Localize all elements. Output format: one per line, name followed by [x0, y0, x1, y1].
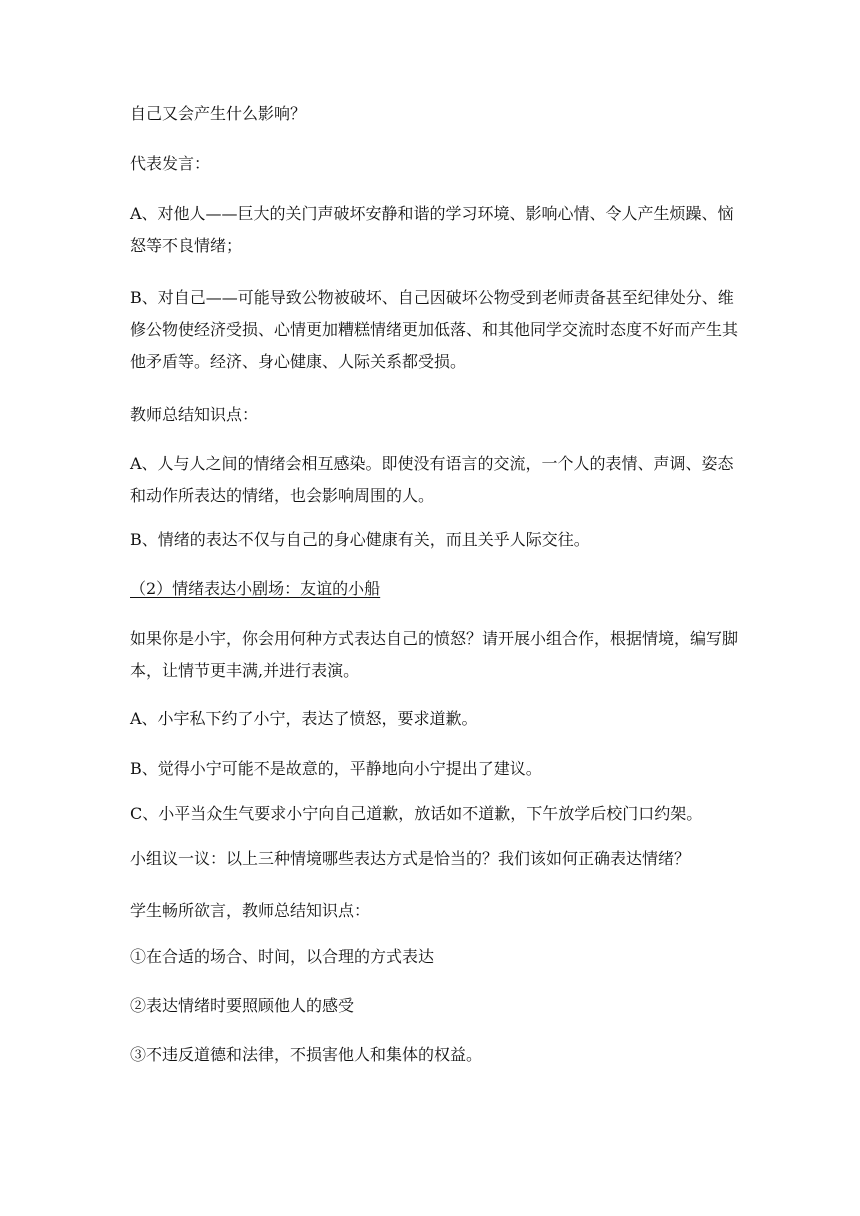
knowledge-point-3: ③不违反道德和法律，不损害他人和集体的权益。: [130, 1045, 483, 1064]
paragraph-impact-on-others: A、对他人——巨大的关门声破坏安静和谐的学习环境、影响心情、令人产生烦躁、恼怒等不良情绪；: [130, 204, 734, 255]
paragraph-option-b: B、觉得小宁可能不是故意的，平静地向小宁提出了建议。: [130, 759, 542, 778]
paragraph-emotion-expression-relation: B、情绪的表达不仅与自己的身心健康有关，而且关乎人际交往。: [130, 530, 590, 549]
paragraph-teacher-summary-label: 教师总结知识点：: [130, 405, 259, 424]
knowledge-point-2: ②表达情绪时要照顾他人的感受: [130, 996, 355, 1015]
paragraph-impact-on-self: B、对自己——可能导致公物被破坏、自己因破坏公物受到老师责备甚至纪律处分、维修公物使经济受损、心情更加糟糕情绪更加低落、和其他同学交流时态度不好而产生其他矛盾等。经济、身心健康、人际关系都受损。: [130, 288, 739, 371]
paragraph-question-continuation: 自己又会产生什么影响？: [130, 104, 307, 123]
paragraph-group-discussion: 小组议一议：以上三种情境哪些表达方式是恰当的？我们该如何正确表达情绪？: [130, 849, 691, 868]
paragraph-emotion-contagion: A、人与人之间的情绪会相互感染。即使没有语言的交流，一个人的表情、声调、姿态和动作所表达的情绪，也会影响周围的人。: [130, 454, 734, 505]
knowledge-point-1: ①在合适的场合、时间，以合理的方式表达: [130, 947, 435, 966]
paragraph-group-task: 如果你是小宇，你会用何种方式表达自己的愤怒？请开展小组合作，根据情境，编写脚本，让情节更丰满,并进行表演。: [130, 629, 739, 680]
paragraph-option-c: C、小平当众生气要求小宁向自己道歉，放话如不道歉，下午放学后校门口约架。: [130, 804, 703, 823]
paragraph-option-a: A、小宇私下约了小宁，表达了愤怒，要求道歉。: [130, 709, 478, 728]
paragraph-students-summary-label: 学生畅所欲言，教师总结知识点：: [130, 901, 371, 920]
paragraph-representative-speech-label: 代表发言：: [130, 154, 211, 173]
section-heading-friendship-boat: （2）情绪表达小剧场：友谊的小船: [130, 579, 381, 598]
